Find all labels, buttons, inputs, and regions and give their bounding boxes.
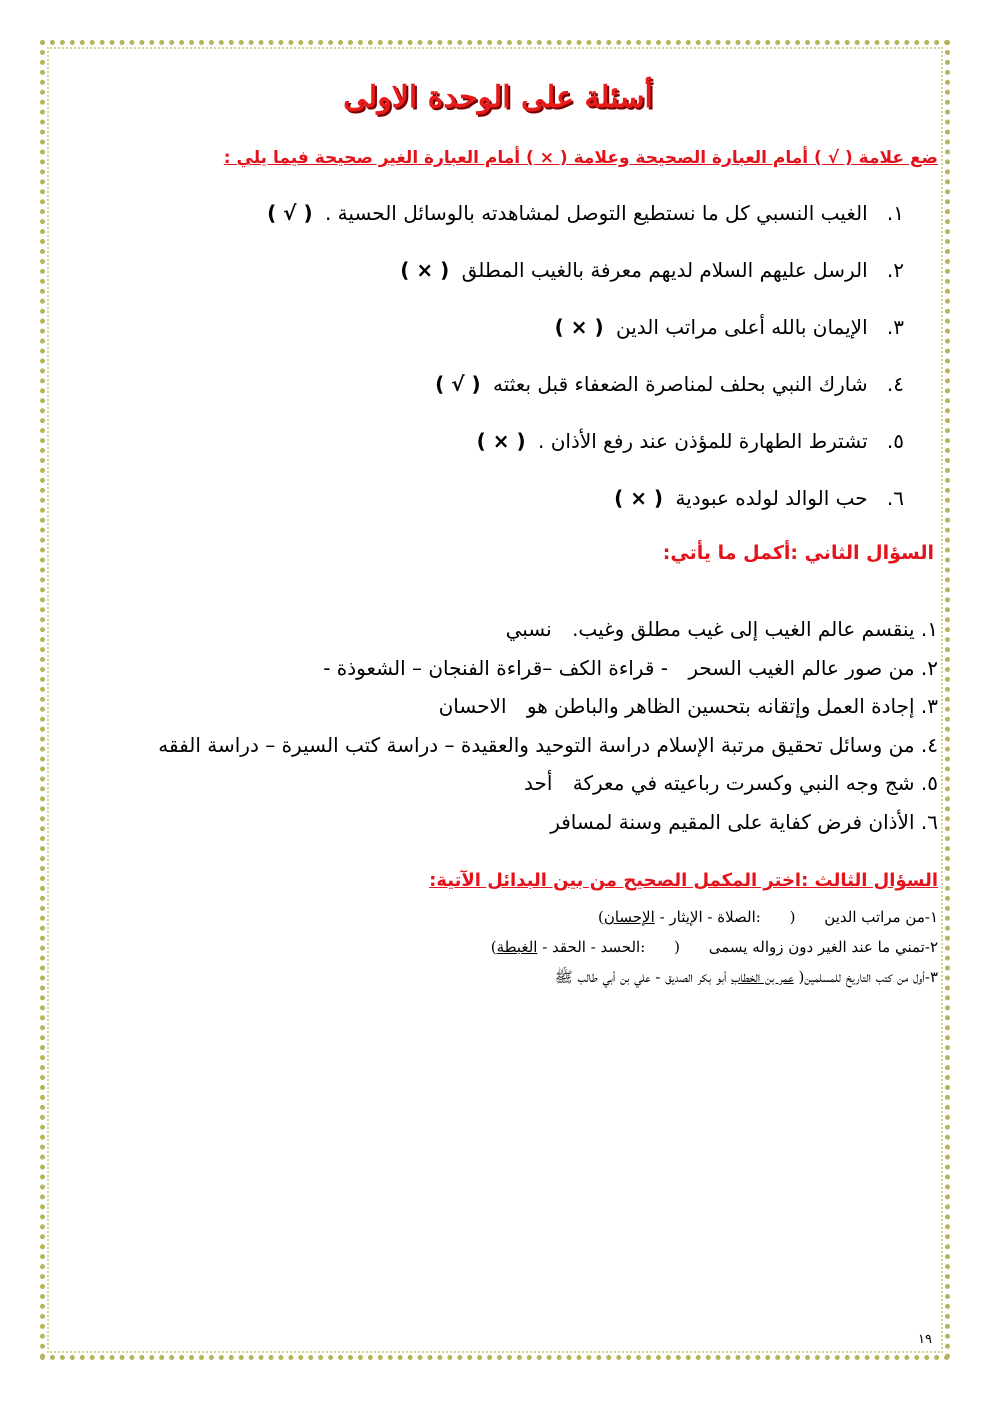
multiple-choice-list (58, 902, 938, 992)
answer-mark: ( × ) (614, 486, 664, 510)
item-number: ٣. (920, 694, 938, 718)
statement-text: من صور عالم الغيب السحر (688, 655, 915, 680)
list-item (58, 418, 904, 475)
list-item (58, 803, 938, 842)
statement-text: الإيمان بالله أعلى مراتب الدين (616, 315, 868, 339)
item-number: ٣. (886, 315, 904, 339)
list-item (58, 649, 938, 688)
statement-text: إجادة العمل وإتقانه بتحسين الظاهر والباطن هو (526, 694, 915, 718)
correct-answer: عمر بن الخطاب (731, 968, 794, 986)
item-number: ٦. (886, 486, 904, 510)
page-number: ١٩ (918, 1332, 932, 1347)
item-number: ٢. (886, 258, 904, 282)
list-item (58, 726, 938, 765)
question-2-title: السؤال الثاني :أكمل ما يأتي: (662, 542, 934, 564)
statement-text: الأذان فرض كفاية على المقيم وسنة لمسافر (550, 809, 915, 834)
options-text: :الصلاة - الإيثار - (659, 908, 761, 926)
answer-text: - قراءة الكف –قراءة الفنجان – الشعوذة - (323, 655, 668, 680)
options-text: :الحسد - الحقد - (542, 938, 646, 956)
question-text: من مراتب الدين (824, 908, 925, 926)
item-number: ١. (920, 617, 938, 641)
statement-text: من وسائل تحقيق مرتبة الإسلام دراسة التوحيد والعقيدة – دراسة كتب السيرة – دراسة الفقه (158, 732, 915, 757)
correct-answer: الإحسان (603, 908, 655, 926)
answer-text: نسبي (505, 617, 552, 641)
item-number: ٥. (920, 771, 938, 795)
answer-text: أحد (524, 771, 553, 795)
statement-text: تشترط الطهارة للمؤذن عند رفع الأذان . (538, 429, 868, 453)
statement-text: حب الوالد لولده عبودية (675, 486, 868, 510)
list-item (58, 304, 904, 361)
correct-answer: الغبطة (496, 938, 538, 956)
item-number: ٢- (924, 938, 938, 956)
item-number: ٣- (924, 968, 938, 986)
item-number: ١. (886, 201, 904, 225)
true-false-list (58, 190, 904, 532)
answer-mark: ( × ) (476, 429, 526, 453)
list-item (58, 190, 904, 247)
other-options: أبو بكر الصديق - علي بن أبي طالب ﷺ (554, 968, 727, 986)
statement-text: شارك النبي بحلف لمناصرة الضعفاء قبل بعثته (493, 372, 868, 396)
close-paren: ) (597, 908, 604, 926)
close-paren: ) (490, 938, 497, 956)
statement-text: شج وجه النبي وكسرت رباعيته في معركة (572, 771, 915, 795)
item-number: ٤. (920, 732, 938, 757)
open-paren: ( (674, 938, 680, 956)
list-item (58, 687, 938, 726)
answer-mark: ( √ ) (435, 372, 481, 396)
list-item (58, 902, 938, 932)
list-item (58, 962, 938, 992)
list-item (58, 247, 904, 304)
question-text: أول من كتب التاريخ للمسلمين( (798, 968, 925, 986)
item-number: ١- (924, 908, 938, 926)
worksheet-page (58, 60, 938, 1350)
list-item (58, 610, 938, 649)
answer-mark: ( √ ) (267, 201, 313, 225)
answer-mark: ( × ) (554, 315, 604, 339)
item-number: ٢. (920, 655, 938, 680)
answer-text: الاحسان (438, 694, 507, 718)
item-number: ٦. (920, 809, 938, 834)
complete-list (58, 610, 938, 841)
question-3-title: السؤال الثالث :اختر المكمل الصحيح من بين البدائل الآتية: (429, 870, 938, 891)
statement-text: الغيب النسبي كل ما نستطيع التوصل لمشاهدته بالوسائل الحسية . (324, 201, 868, 225)
item-number: ٤. (886, 372, 904, 396)
statement-text: ينقسم عالم الغيب إلى غيب مطلق وغيب. (572, 617, 915, 641)
item-number: ٥. (886, 429, 904, 453)
list-item (58, 932, 938, 962)
list-item (58, 475, 904, 532)
instruction-text: ضع علامة ( √ ) أمام العبارة الصحيحة وعلامة ( × ) أمام العبارة الغير صحيحة فيما يلي : (223, 148, 938, 168)
answer-mark: ( × ) (400, 258, 450, 282)
question-text: تمني ما عند الغير دون زواله يسمى (708, 938, 925, 956)
statement-text: الرسل عليهم السلام لديهم معرفة بالغيب المطلق (461, 258, 868, 282)
list-item (58, 361, 904, 418)
page-title: أسئلة على الوحدة الاولى (343, 80, 653, 115)
open-paren: ( (789, 908, 796, 926)
list-item (58, 764, 938, 803)
